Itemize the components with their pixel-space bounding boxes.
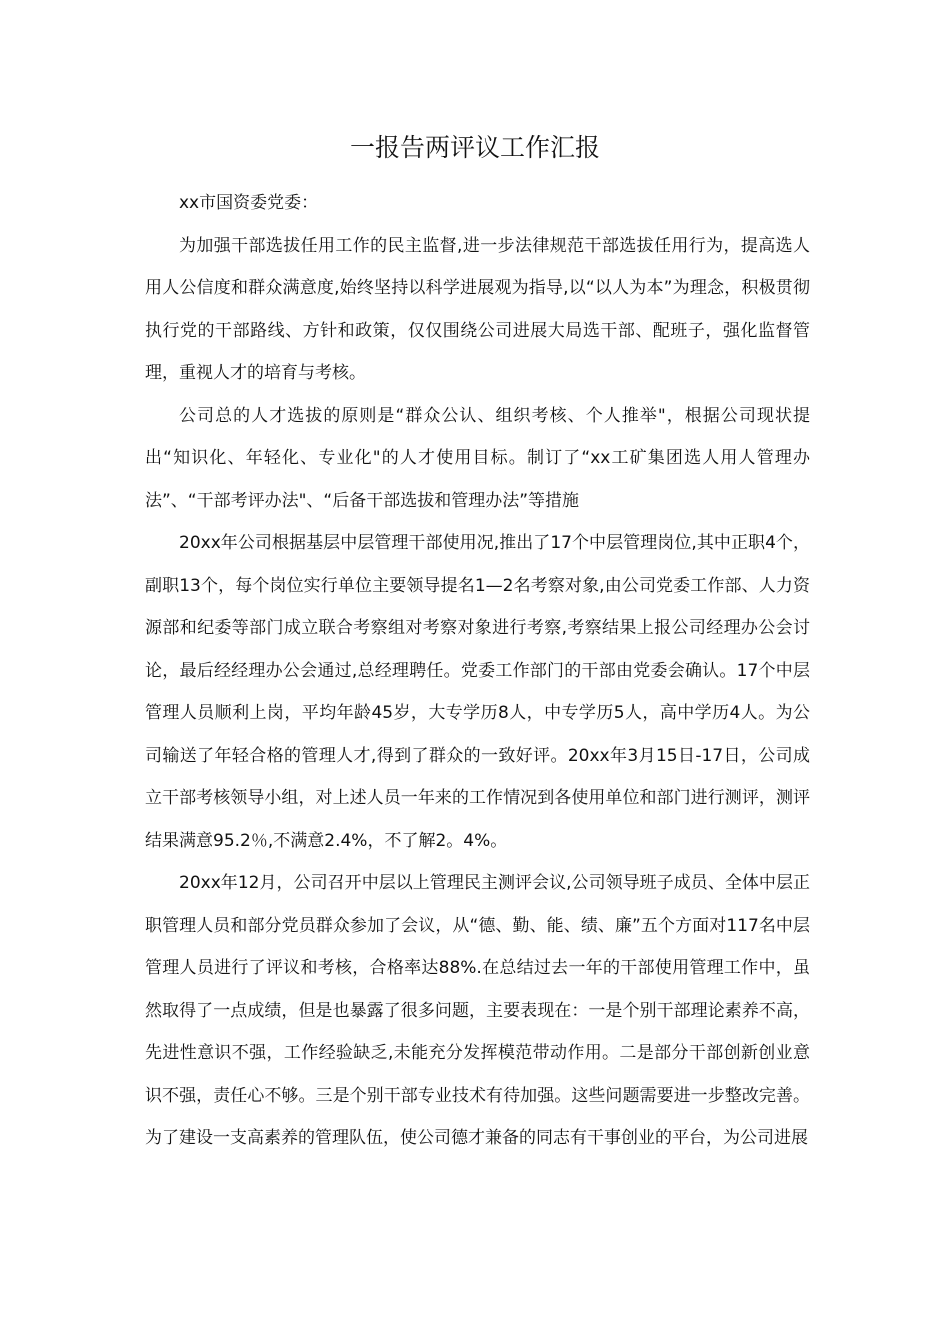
paragraph-4: 20xx年12月，公司召开中层以上管理民主测评会议,公司领导班子成员、全体中层正职管理人员和部分党员群众参加了会议，从“德、勤、能、绩、廉”五个方面对117名中层管理人员进行了评议和考核，合格率达88%.在总结过去一年的干部使用管理工作中，虽然取得了一点成绩，但是也暴露了很多问题，主要表现在：一是个别干部理论素养不高，先进性意识不强，工作经验缺乏,未能充分发挥模范带动作用。二是部分干部创新创业意识不强，责任心不够。三是个别干部专业技术有待加强。这些问题需要进一步整改完善。为了建设一支高素养的管理队伍，使公司德才兼备的同志有干事创业的平台，为公司进展 [145,873,810,1148]
paragraph-3: 20xx年公司根据基层中层管理干部使用况,推出了17个中层管理岗位,其中正职4个，副职13个，每个岗位实行单位主要领导提名1—2名考察对象,由公司党委工作部、人力资源部和纪委等部门成立联合考察组对考察对象进行考察,考察结果上报公司经理办公会讨论，最后经经理办公会通过,总经理聘任。党委工作部门的干部由党委会确认。17个中层管理人员顺利上岗，平均年龄45岁，大专学历8人，中专学历5人，高中学历4人。为公司输送了年轻合格的管理人才,得到了群众的一致好评。20xx年3月15日-17日，公司成立干部考核领导小组，对上述人员一年来的工作情况到各使用单位和部门进行测评，测评结果满意95.2％,不满意2.4%，不了解2。4%。 [145,533,810,851]
paragraph-2: 公司总的人才选拔的原则是“群众公认、组织考核、个人推举"，根据公司现状提出“知识化、年轻化、专业化"的人才使用目标。制订了“xx工矿集团选人用人管理办法”、“干部考评办法"、“后备干部选拔和管理办法”等措施 [145,405,810,511]
document-title: 一报告两评议工作汇报 [349,133,600,162]
salutation: xx市国资委党委： [179,193,319,213]
paragraph-1: 为加强干部选拔任用工作的民主监督,进一步法律规范干部选拔任用行为，提高选人用人公信度和群众满意度,始终坚持以科学进展观为指导,以“以人为本”为理念，积极贯彻执行党的干部路线、方针和政策，仅仅围绕公司进展大局选干部、配班子，强化监督管理，重视人才的培育与考核。 [145,235,810,383]
document-body [145,182,810,1160]
